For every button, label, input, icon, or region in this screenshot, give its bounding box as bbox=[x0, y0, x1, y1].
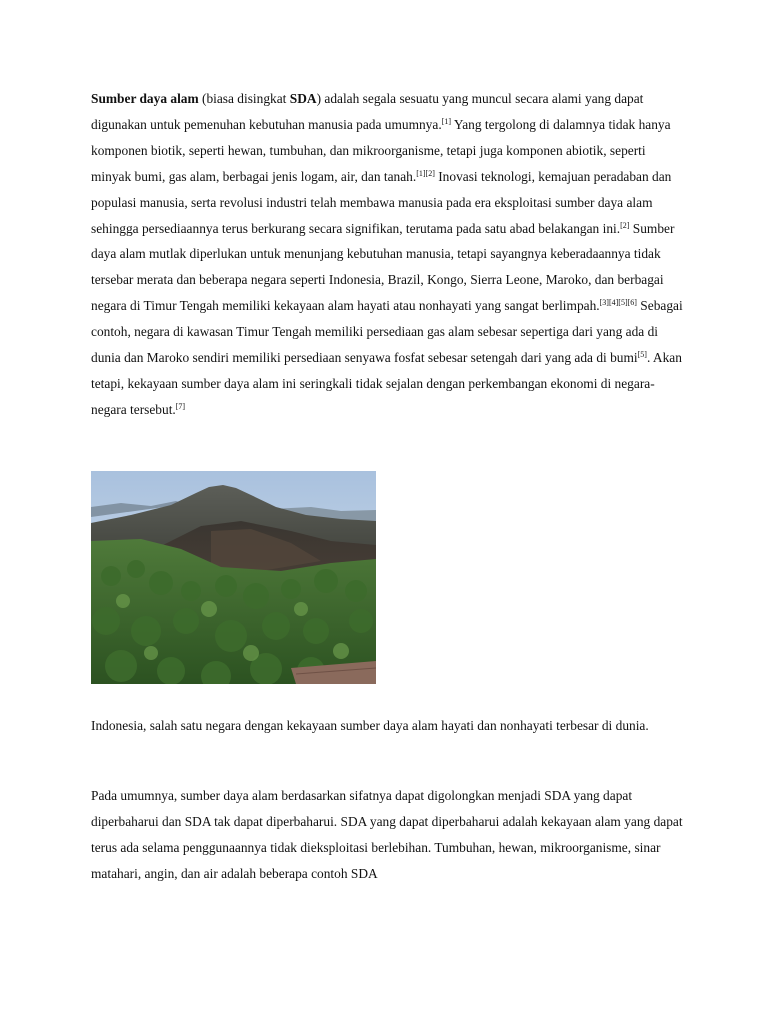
text-span: Sumber daya alam mutlak diperlukan untuk menunjang kebutuhan manusia, tetapi sayangnya keberadaannya tidak tersebar merata dan beberapa negara seperti Indonesia, Brazil, Kongo, Sierra Leone, Maroko, dan berbagai negara di Timur Tengah memiliki kekayaan alam hayati atau nonhayati yang sangat berlimpah. bbox=[91, 220, 675, 314]
text-span: Sebagai contoh, negara di kawasan Timur Tengah memiliki persediaan gas alam sebesar sepertiga dari yang ada di dunia dan Maroko sendiri memiliki persediaan senyawa fosfat sebesar setengah dari yang ada di bumi bbox=[91, 298, 683, 366]
citation-ref[interactable]: [7] bbox=[175, 401, 186, 411]
text-span: Yang tergolong di dalamnya tidak hanya komponen biotik, seperti hewan, tumbuhan, dan mikroorganisme, tetapi juga komponen abiotik, seperti minyak bumi, gas alam, berbagai jenis logam, air, dan tanah. bbox=[91, 116, 671, 184]
term-bold: Sumber daya alam bbox=[91, 91, 199, 106]
second-paragraph: Pada umumnya, sumber daya alam berdasarkan sifatnya dapat digolongkan menjadi SDA yang dapat diperbaharui dan SDA tak dapat diperbaharui. SDA yang dapat diperbaharui adalah kekayaan alam yang dapat terus ada selama penggunaannya tidak dieksploitasi berlebihan. Tumbuhan, hewan, mikroorganisme, sinar matahari, angin, dan air adalah beberapa contoh SDA bbox=[91, 788, 683, 881]
intro-paragraph bbox=[91, 86, 683, 423]
citation-ref[interactable]: [1][2] bbox=[416, 168, 435, 178]
caption-text: Indonesia, salah satu negara dengan kekayaan sumber daya alam hayati dan nonhayati terbesar di dunia. bbox=[91, 718, 649, 733]
text-span: Inovasi teknologi, kemajuan peradaban dan populasi manusia, serta revolusi industri telah membawa manusia pada era eksploitasi sumber daya alam sehingga persediaannya terus berkurang secara signifikan, terutama pada satu abad belakangan ini. bbox=[91, 168, 672, 236]
text-span: . Akan tetapi, kekayaan sumber daya alam ini seringkali tidak sejalan dengan perkembangan ekonomi di negara-negara tersebut. bbox=[91, 350, 682, 417]
citation-ref[interactable]: [2] bbox=[620, 220, 630, 230]
figure-caption bbox=[91, 713, 683, 739]
volcano-landscape-photo bbox=[91, 471, 376, 684]
citation-ref[interactable]: [5] bbox=[637, 350, 647, 360]
second-paragraph-block bbox=[91, 783, 683, 887]
text-span: (biasa disingkat bbox=[198, 91, 290, 106]
citation-ref[interactable]: [3][4][5][6] bbox=[599, 298, 637, 308]
text-span: ) adalah segala sesuatu yang muncul secara alami yang dapat digunakan untuk pemenuhan kebutuhan manusia pada umumnya. bbox=[91, 91, 644, 132]
article-body bbox=[91, 86, 683, 423]
abbr-bold: SDA bbox=[289, 91, 317, 106]
citation-ref[interactable]: [1] bbox=[441, 116, 452, 126]
